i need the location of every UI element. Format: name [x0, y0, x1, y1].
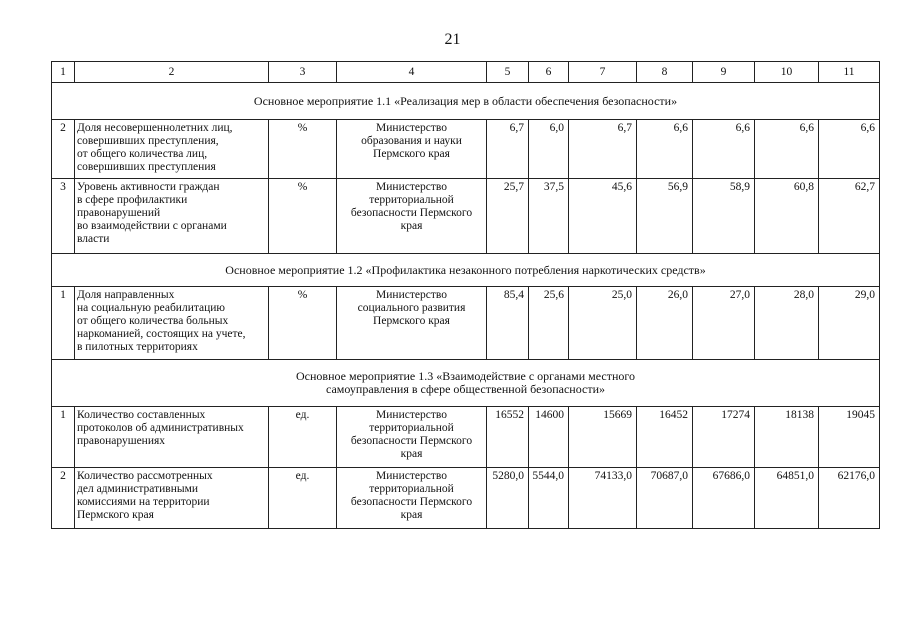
- unit-cell: ед.: [269, 468, 337, 529]
- section-title: Основное мероприятие 1.3 «Взаимодействие с органами местного самоуправления в сфере общественной безопасности»: [52, 360, 880, 407]
- value-cell: 56,9: [637, 179, 693, 254]
- page-number: 21: [444, 31, 461, 48]
- value-cell: 70687,0: [637, 468, 693, 529]
- header-cell: 3: [269, 62, 337, 83]
- value-cell: 64851,0: [755, 468, 819, 529]
- value-cell: 6,6: [693, 120, 755, 179]
- section-row: [52, 83, 880, 120]
- indicator-name: Доля направленных на социальную реабилитацию от общего количества больных наркоманией, состоящих на учете, в пилотных территориях: [75, 287, 269, 360]
- value-cell: 28,0: [755, 287, 819, 360]
- table-row: [52, 468, 880, 529]
- value-cell: 26,0: [637, 287, 693, 360]
- header-cell: 2: [75, 62, 269, 83]
- value-cell: 6,7: [487, 120, 529, 179]
- value-cell: 45,6: [569, 179, 637, 254]
- table-row: [52, 179, 880, 254]
- unit-cell: %: [269, 179, 337, 254]
- value-cell: 62176,0: [819, 468, 880, 529]
- row-number: 2: [52, 468, 75, 529]
- executor-cell: Министерство территориальной безопасности Пермского края: [337, 179, 487, 254]
- row-number: 2: [52, 120, 75, 179]
- unit-cell: %: [269, 287, 337, 360]
- section-row: [52, 254, 880, 287]
- section-row: [52, 360, 880, 407]
- value-cell: 67686,0: [693, 468, 755, 529]
- value-cell: 58,9: [693, 179, 755, 254]
- row-number: 3: [52, 179, 75, 254]
- value-cell: 37,5: [529, 179, 569, 254]
- value-cell: 16552: [487, 407, 529, 468]
- executor-cell: Министерство территориальной безопасности Пермского края: [337, 407, 487, 468]
- column-number-row: [52, 62, 880, 83]
- unit-cell: %: [269, 120, 337, 179]
- executor-cell: Министерство социального развития Пермского края: [337, 287, 487, 360]
- indicators-table: [51, 61, 880, 529]
- value-cell: 6,7: [569, 120, 637, 179]
- header-cell: 7: [569, 62, 637, 83]
- value-cell: 6,6: [755, 120, 819, 179]
- table-row: [52, 287, 880, 360]
- header-cell: 8: [637, 62, 693, 83]
- value-cell: 6,0: [529, 120, 569, 179]
- header-cell: 10: [755, 62, 819, 83]
- value-cell: 27,0: [693, 287, 755, 360]
- header-cell: 5: [487, 62, 529, 83]
- table-row: [52, 407, 880, 468]
- header-cell: 9: [693, 62, 755, 83]
- indicator-name: Уровень активности граждан в сфере профилактики правонарушений во взаимодействии с органами власти: [75, 179, 269, 254]
- section-title: Основное мероприятие 1.1 «Реализация мер в области обеспечения безопасности»: [52, 83, 880, 120]
- row-number: 1: [52, 407, 75, 468]
- value-cell: 6,6: [637, 120, 693, 179]
- value-cell: 85,4: [487, 287, 529, 360]
- value-cell: 29,0: [819, 287, 880, 360]
- header-cell: 6: [529, 62, 569, 83]
- section-title: Основное мероприятие 1.2 «Профилактика незаконного потребления наркотических средств»: [52, 254, 880, 287]
- value-cell: 74133,0: [569, 468, 637, 529]
- indicator-name: Доля несовершеннолетних лиц, совершивших преступления, от общего количества лиц, совершивших преступления: [75, 120, 269, 179]
- unit-cell: ед.: [269, 407, 337, 468]
- header-cell: 1: [52, 62, 75, 83]
- row-number: 1: [52, 287, 75, 360]
- value-cell: 6,6: [819, 120, 880, 179]
- value-cell: 60,8: [755, 179, 819, 254]
- value-cell: 14600: [529, 407, 569, 468]
- value-cell: 25,0: [569, 287, 637, 360]
- header-cell: 11: [819, 62, 880, 83]
- indicator-name: Количество составленных протоколов об административных правонарушениях: [75, 407, 269, 468]
- value-cell: 17274: [693, 407, 755, 468]
- value-cell: 5544,0: [529, 468, 569, 529]
- value-cell: 25,7: [487, 179, 529, 254]
- value-cell: 19045: [819, 407, 880, 468]
- value-cell: 25,6: [529, 287, 569, 360]
- table-row: [52, 120, 880, 179]
- value-cell: 15669: [569, 407, 637, 468]
- value-cell: 16452: [637, 407, 693, 468]
- header-cell: 4: [337, 62, 487, 83]
- executor-cell: Министерство образования и науки Пермского края: [337, 120, 487, 179]
- value-cell: 18138: [755, 407, 819, 468]
- indicator-name: Количество рассмотренных дел административными комиссиями на территории Пермского края: [75, 468, 269, 529]
- value-cell: 5280,0: [487, 468, 529, 529]
- executor-cell: Министерство территориальной безопасности Пермского края: [337, 468, 487, 529]
- value-cell: 62,7: [819, 179, 880, 254]
